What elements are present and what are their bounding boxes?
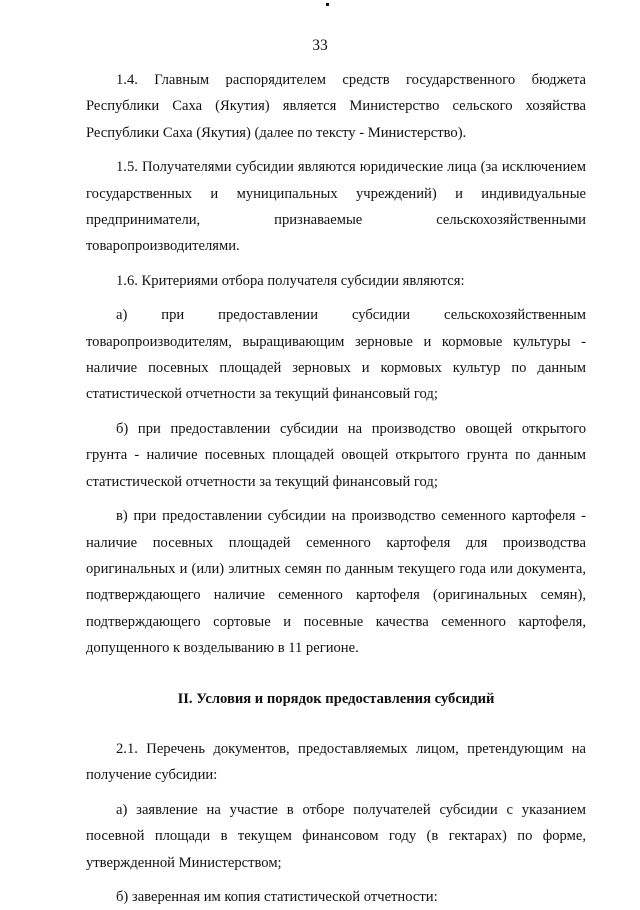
document-body	[86, 67, 586, 910]
paragraph-1-5: 1.5. Получателями субсидии являются юридические лица (за исключением государственных и муниципальных учреждений) и индивидуальные предприниматели, признаваемые сельскохозяйственными товаропроизводителями.	[86, 159, 586, 255]
paragraph-2-1-b: б) заверенная им копия статистической отчетности:	[116, 888, 438, 905]
paragraph-1-6-v: в) при предоставлении субсидии на производство семенного картофеля - наличие посевных площадей семенного картофеля для производства оригинальных и (или) элитных семян по данным текущего года или документа, подтверждающего наличие семенного картофеля (оригинальных семян), подтверждающего сортовые и посевные качества семенного картофеля, допущенного к возделыванию в 11 регионе.	[86, 508, 586, 657]
paragraph-1-6-a: а) при предоставлении субсидии сельскохозяйственным товаропроизводителям, выращивающим зерновые и кормовые культуры - наличие посевных площадей зерновых и кормовых культур по данным статистической отчетности за текущий финансовый год;	[86, 307, 586, 403]
paragraph-1-4: 1.4. Главным распорядителем средств государственного бюджета Республики Саха (Якутия) является Министерство сельского хозяйства Республики Саха (Якутия) (далее по тексту - Министерство).	[86, 72, 586, 141]
paragraph-2-1: 2.1. Перечень документов, предоставляемых лицом, претендующим на получение субсидии:	[86, 740, 586, 784]
paragraph-1-6: 1.6. Критериями отбора получателя субсидии являются:	[116, 272, 465, 289]
section-heading: II. Условия и порядок предоставления субсидий	[177, 690, 495, 707]
page-top-mark	[326, 3, 329, 6]
paragraph-2-1-a: а) заявление на участие в отборе получателей субсидии с указанием посевной площади в текущем финансовом году (в гектарах) по форме, утвержденной Министерством;	[86, 801, 586, 871]
paragraph-1-6-b: б) при предоставлении субсидии на производство овощей открытого грунта - наличие посевных площадей овощей открытого грунта по данным статистической отчетности за текущий финансовый год;	[86, 420, 586, 490]
page-number: 33	[312, 37, 328, 54]
